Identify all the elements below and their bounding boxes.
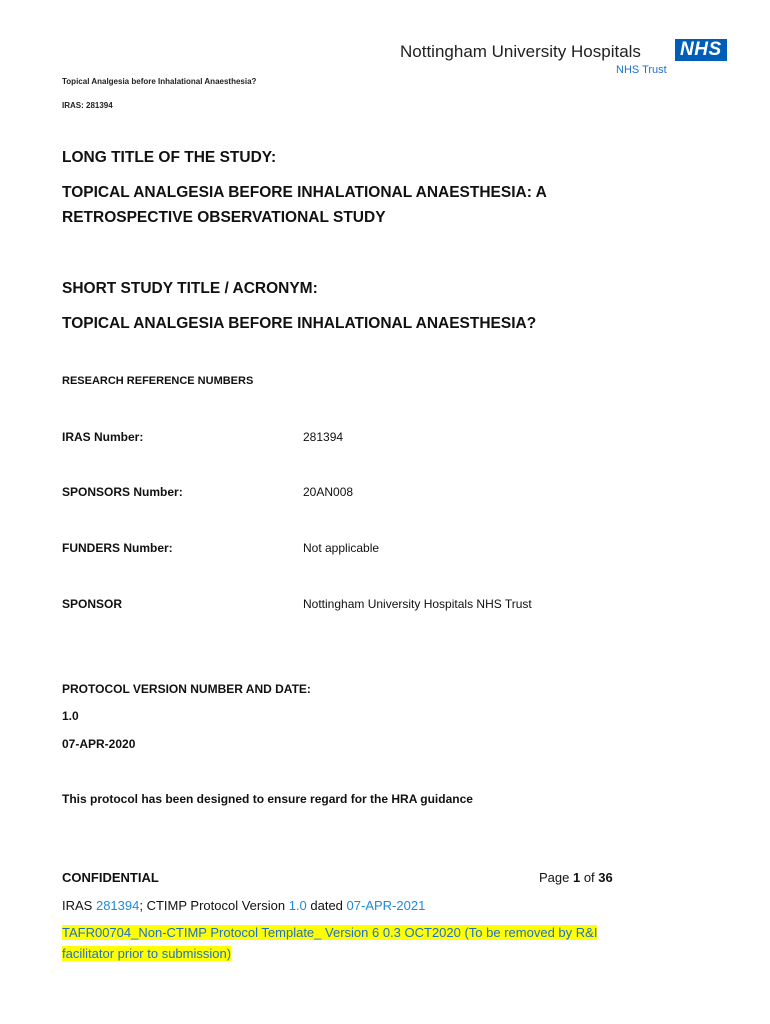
protocol-version: 1.0 — [62, 709, 79, 723]
page-total: 36 — [598, 870, 613, 885]
long-title-line-1: TOPICAL ANALGESIA BEFORE INHALATIONAL ANAESTHESIA: A — [62, 184, 547, 201]
org-name: Nottingham University Hospitals — [400, 42, 641, 61]
nhs-trust-label: NHS Trust — [616, 64, 667, 76]
footer-iras-number: 281394 — [95, 898, 140, 913]
page-of: of — [580, 870, 599, 885]
long-title-heading: LONG TITLE OF THE STUDY: — [62, 149, 277, 166]
header-iras: IRAS: 281394 — [62, 101, 113, 110]
long-title-line-2: RETROSPECTIVE OBSERVATIONAL STUDY — [62, 209, 386, 226]
reference-heading: RESEARCH REFERENCE NUMBERS — [62, 375, 254, 387]
protocol-heading: PROTOCOL VERSION NUMBER AND DATE: — [62, 682, 311, 696]
footer-protocol-line — [62, 898, 425, 913]
footer-date: 07-APR-2021 — [346, 898, 426, 913]
header-short-title: Topical Analgesia before Inhalational Anaesthesia? — [62, 77, 257, 86]
sponsors-number-value: 20AN008 — [303, 485, 354, 499]
protocol-date: 07-APR-2020 — [62, 737, 136, 751]
template-note — [62, 922, 702, 964]
footer-ctimp-text: ; CTIMP Protocol Version — [139, 898, 289, 913]
funders-number-value: Not applicable — [303, 541, 380, 555]
nhs-logo: NHS — [675, 39, 727, 61]
short-title-value: TOPICAL ANALGESIA BEFORE INHALATIONAL ANAESTHESIA? — [62, 315, 537, 332]
footer-version: 1.0 — [288, 898, 307, 913]
funders-number-label: FUNDERS Number: — [62, 541, 173, 555]
template-note-line-2: facilitator prior to submission) — [62, 946, 232, 961]
page-prefix: Page — [539, 870, 573, 885]
sponsors-number-label: SPONSORS Number: — [62, 485, 183, 499]
footer-iras-label: IRAS — [62, 898, 96, 913]
short-title-heading: SHORT STUDY TITLE / ACRONYM: — [62, 280, 318, 297]
sponsor-value: Nottingham University Hospitals NHS Trust — [303, 597, 532, 611]
page-number — [539, 870, 613, 885]
confidential-label: CONFIDENTIAL — [62, 870, 159, 885]
iras-number-value: 281394 — [303, 430, 344, 444]
iras-number-label: IRAS Number: — [62, 430, 144, 444]
footer-dated-text: dated — [306, 898, 347, 913]
hra-statement: This protocol has been designed to ensure regard for the HRA guidance — [62, 792, 473, 806]
page-current: 1 — [572, 870, 581, 885]
sponsor-label: SPONSOR — [62, 597, 123, 611]
template-note-line-1: TAFR00704_Non-CTIMP Protocol Template_ Version 6 0.3 OCT2020 (To be removed by R&I — [62, 925, 598, 940]
